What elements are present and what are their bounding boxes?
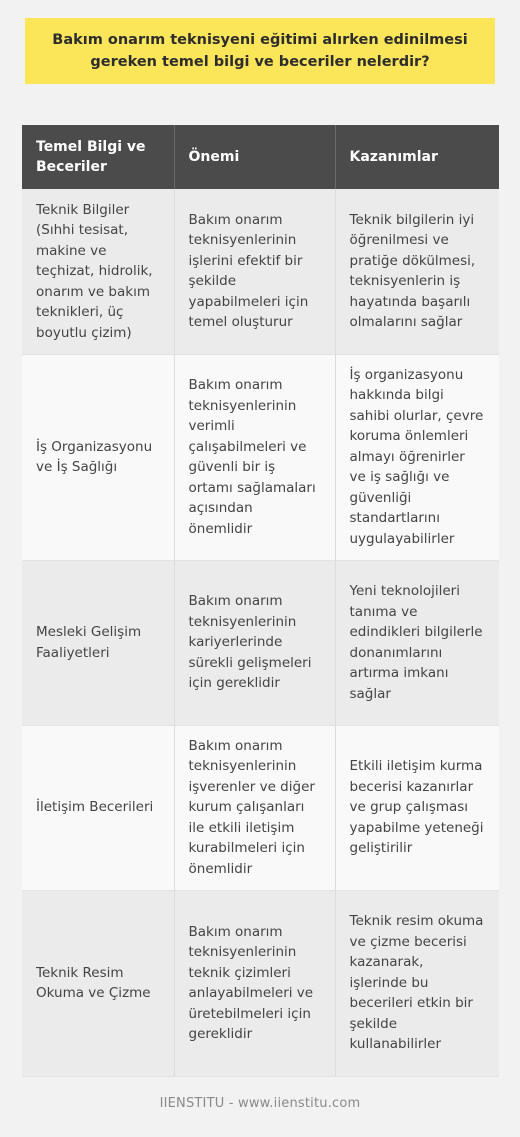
- table-row: [22, 890, 499, 1076]
- skill-cell: İletişim Becerileri: [22, 725, 174, 890]
- table-row: [22, 725, 499, 890]
- gains-cell: Teknik resim okuma ve çizme becerisi kazanarak, işlerinde bu becerileri etkin bir şekilde kullanabilirler: [335, 890, 499, 1076]
- importance-cell: Bakım onarım teknisyenlerinin verimli çalışabilmeleri ve güvenli bir iş ortamı sağlamaları açısından önemlidir: [174, 354, 335, 560]
- skills-table: [22, 125, 499, 1077]
- table-header-row: [22, 125, 499, 189]
- table-row: [22, 189, 499, 354]
- importance-cell: Bakım onarım teknisyenlerinin işverenler ve diğer kurum çalışanları ile etkili iletişim kurabilmeleri için önemlidir: [174, 725, 335, 890]
- importance-cell: Bakım onarım teknisyenlerinin işlerini efektif bir şekilde yapabilmeleri için temel oluşturur: [174, 189, 335, 354]
- footer-credit: IIENSTITU - www.iienstitu.com: [159, 1096, 361, 1111]
- gains-cell: Yeni teknolojileri tanıma ve edindikleri bilgilerle donanımlarını artırma imkanı sağlar: [335, 560, 499, 725]
- page-title: Bakım onarım teknisyeni eğitimi alırken edinilmesi gereken temel bilgi ve beceriler nelerdir?: [52, 32, 468, 70]
- gains-cell: İş organizasyonu hakkında bilgi sahibi olurlar, çevre koruma önlemleri almayı öğrenirler ve iş sağlığı ve güvenliği standartlarını uygulayabilirler: [335, 354, 499, 560]
- importance-cell: Bakım onarım teknisyenlerinin kariyerlerinde sürekli gelişmeleri için gereklidir: [174, 560, 335, 725]
- table-row: [22, 560, 499, 725]
- skill-cell: Mesleki Gelişim Faaliyetleri: [22, 560, 174, 725]
- skill-cell: İş Organizasyonu ve İş Sağlığı: [22, 354, 174, 560]
- skill-cell: Teknik Resim Okuma ve Çizme: [22, 890, 174, 1076]
- skill-cell: Teknik Bilgiler (Sıhhi tesisat, makine ve teçhizat, hidrolik, onarım ve bakım teknikleri, üç boyutlu çizim): [22, 189, 174, 354]
- gains-cell: Teknik bilgilerin iyi öğrenilmesi ve pratiğe dökülmesi, teknisyenlerin iş hayatında başarılı olmalarını sağlar: [335, 189, 499, 354]
- table-row: [22, 354, 499, 560]
- title-banner: [25, 18, 495, 84]
- column-header-importance: Önemi: [174, 125, 335, 189]
- column-header-skills: Temel Bilgi ve Beceriler: [22, 125, 174, 189]
- importance-cell: Bakım onarım teknisyenlerinin teknik çizimleri anlayabilmeleri ve üretebilmeleri için gereklidir: [174, 890, 335, 1076]
- gains-cell: Etkili iletişim kurma becerisi kazanırlar ve grup çalışması yapabilme yeteneği geliştirilir: [335, 725, 499, 890]
- column-header-gains: Kazanımlar: [335, 125, 499, 189]
